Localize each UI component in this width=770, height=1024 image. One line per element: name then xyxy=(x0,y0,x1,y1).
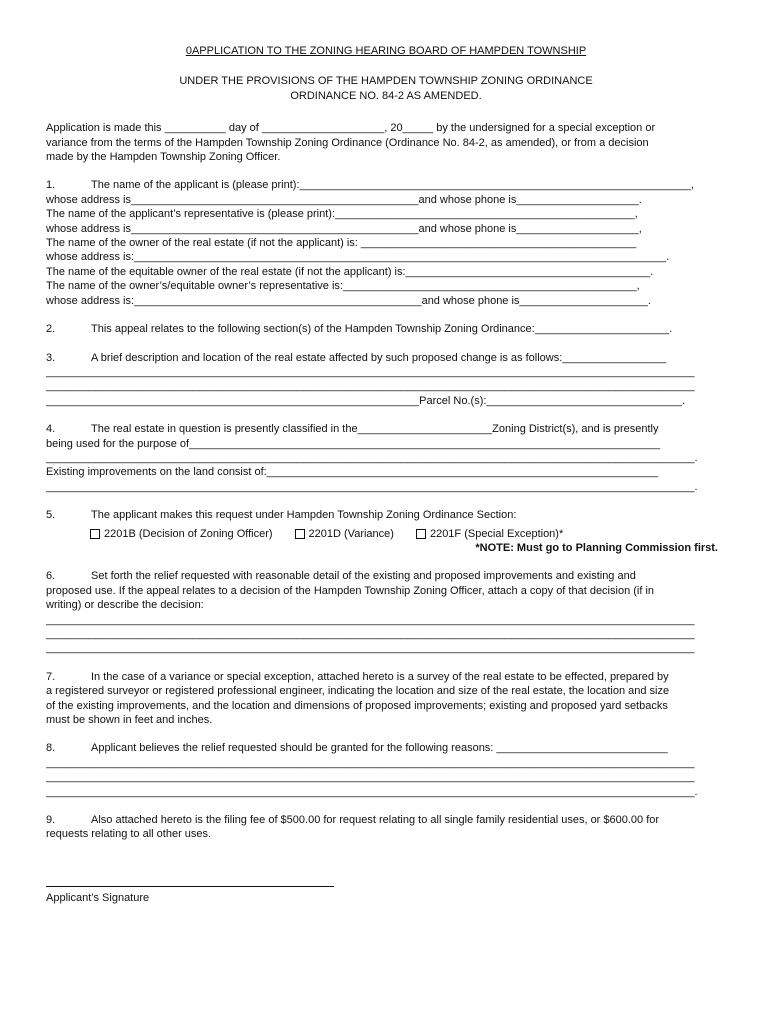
reasons-field[interactable]: Applicant believes the relief requested should be granted for the following reasons: ____________________________ xyxy=(91,742,668,755)
description-line[interactable]: __________________________________________________________________________________________________________ xyxy=(46,380,695,393)
existing-improvements-line[interactable]: __________________________________________________________________________________________________________. xyxy=(46,480,698,493)
intro-paragraph xyxy=(46,121,726,164)
signature-line[interactable] xyxy=(46,880,334,887)
representative-name-field[interactable]: The name of the applicant’s representative is (please print):_________________________________________________, xyxy=(46,208,638,221)
equitable-owner-field[interactable]: The name of the equitable owner of the real estate (if not the applicant) is:________________________________________. xyxy=(46,265,654,278)
reasons-line[interactable]: __________________________________________________________________________________________________________ xyxy=(46,756,695,769)
option-label: 2201D (Variance) xyxy=(308,527,394,540)
intro-line: variance from the terms of the Hampden Township Zoning Ordinance (Ordinance No. 84-2, as amended), or from a decision xyxy=(46,136,649,149)
checkbox-icon[interactable] xyxy=(416,529,426,539)
relief-line[interactable]: __________________________________________________________________________________________________________ xyxy=(46,628,695,640)
option-label: 2201B (Decision of Zoning Officer) xyxy=(104,527,273,540)
checkbox-icon[interactable] xyxy=(90,529,100,539)
owner-representative-field[interactable]: The name of the owner’s/equitable owner’s representative is:________________________________________________, xyxy=(46,280,640,293)
reasons-line[interactable]: __________________________________________________________________________________________________________. xyxy=(46,785,698,798)
option-2201b[interactable] xyxy=(90,527,273,541)
section-7 xyxy=(46,670,726,728)
section-8 xyxy=(46,741,726,799)
reasons-line[interactable]: __________________________________________________________________________________________________________ xyxy=(46,771,695,784)
section-7-text: In the case of a variance or special exception, attached hereto is a survey of the real estate to be effected, prepared by xyxy=(91,670,669,683)
section-number: 6. xyxy=(46,570,56,583)
section-5 xyxy=(46,508,726,555)
signature-label: Applicant’s Signature xyxy=(46,891,150,904)
section-6 xyxy=(46,569,726,655)
relief-line[interactable]: __________________________________________________________________________________________________________ xyxy=(46,642,695,655)
checkbox-icon[interactable] xyxy=(295,529,305,539)
owner-representative-address-field[interactable]: whose address is:_______________________________________________and whose phone is_____________________. xyxy=(46,294,651,307)
existing-improvements-field[interactable]: Existing improvements on the land consist of:________________________________________________________________ xyxy=(46,466,659,479)
section-number: 8. xyxy=(46,742,56,755)
section-number: 9. xyxy=(46,814,56,827)
applicant-name-field[interactable]: The name of the applicant is (please print):________________________________________________________________, xyxy=(91,179,695,192)
section-5-text: The applicant makes this request under Hampden Township Zoning Ordinance Section: xyxy=(91,509,517,522)
section-1 xyxy=(46,178,726,308)
option-2201d[interactable] xyxy=(295,527,394,541)
current-use-line[interactable]: __________________________________________________________________________________________________________. xyxy=(46,451,698,464)
section-9 xyxy=(46,813,726,842)
section-number: 3. xyxy=(46,351,56,364)
intro-line: made by the Hampden Township Zoning Officer. xyxy=(46,151,281,164)
section-number: 7. xyxy=(46,670,56,683)
ordinance-sections-field[interactable]: This appeal relates to the following section(s) of the Hampden Township Zoning Ordinance:______________________. xyxy=(91,323,673,336)
option-label: 2201F (Special Exception)* xyxy=(429,527,564,540)
section-6-text: writing) or describe the decision: xyxy=(46,599,204,612)
relief-line[interactable]: __________________________________________________________________________________________________________ xyxy=(46,613,695,626)
section-7-text: must be shown in feet and inches. xyxy=(46,714,213,727)
applicant-address-field[interactable]: whose address is_______________________________________________and whose phone is____________________. xyxy=(46,193,642,206)
owner-name-field[interactable]: The name of the owner of the real estate (if not the applicant) is: _____________________________________________ xyxy=(46,237,637,250)
subtitle-line-1: UNDER THE PROVISIONS OF THE HAMPDEN TOWNSHIP ZONING ORDINANCE xyxy=(179,75,593,88)
form-title: 0APPLICATION TO THE ZONING HEARING BOARD OF HAMPDEN TOWNSHIP xyxy=(185,45,587,57)
section-2 xyxy=(46,322,726,336)
description-field[interactable]: A brief description and location of the real estate affected by such proposed change is as follows:_________________ xyxy=(91,351,667,364)
section-7-text: of the existing improvements, and the location and dimensions of proposed improvements; existing and proposed yard setbacks xyxy=(46,699,668,712)
section-9-text: Also attached hereto is the filing fee of $500.00 for request relating to all single family residential uses, or $600.00 for xyxy=(91,814,660,827)
section-number: 4. xyxy=(46,423,56,436)
section-7-text: a registered surveyor or registered professional engineer, indicating the location and size of the real estate, the location and size xyxy=(46,685,670,698)
ordinance-section-options xyxy=(90,527,726,541)
option-2201f[interactable] xyxy=(416,527,563,541)
representative-address-field[interactable]: whose address is_______________________________________________and whose phone is____________________, xyxy=(46,222,642,235)
section-9-text: requests relating to all other uses. xyxy=(46,828,212,841)
description-line[interactable]: __________________________________________________________________________________________________________ xyxy=(46,365,695,378)
section-number: 2. xyxy=(46,323,56,336)
section-6-text: proposed use. If the appeal relates to a decision of the Hampden Township Zoning Officer, attach a copy of that decision (if in xyxy=(46,584,655,597)
parcel-number-field[interactable]: _____________________________________________________________Parcel No.(s):________________________________. xyxy=(46,394,686,407)
owner-address-field[interactable]: whose address is:_______________________________________________________________________________________. xyxy=(46,251,670,264)
section-number: 1. xyxy=(46,179,56,192)
intro-line[interactable]: Application is made this __________ day of ____________________, 20_____ by the undersigned for a special exception or xyxy=(46,122,656,135)
subtitle-line-2: ORDINANCE NO. 84-2 AS AMENDED. xyxy=(290,89,482,102)
current-use-field[interactable]: being used for the purpose of_____________________________________________________________________________ xyxy=(46,437,661,450)
planning-commission-note: *NOTE: Must go to Planning Commission first. xyxy=(475,541,718,554)
section-4 xyxy=(46,422,726,494)
section-number: 5. xyxy=(46,509,56,522)
zoning-district-field[interactable]: The real estate in question is presently classified in the______________________Zoning District(s), and is presently xyxy=(91,423,659,436)
section-3 xyxy=(46,351,726,409)
section-6-text: Set forth the relief requested with reasonable detail of the existing and proposed improvements and existing and xyxy=(91,570,636,583)
